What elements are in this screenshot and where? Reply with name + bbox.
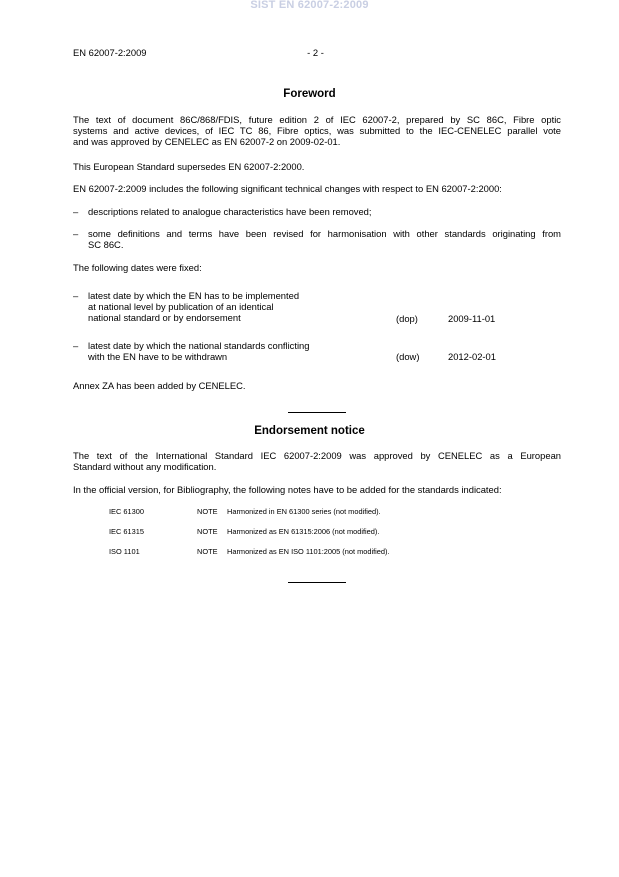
annex-note: Annex ZA has been added by CENELEC. xyxy=(73,380,246,391)
date-abbr-dow: (dow) xyxy=(396,351,420,362)
paragraph-line: The text of document 86C/868/FDIS, future edition 2 of IEC 62007-2, prepared by SC 86C, Fibre optic xyxy=(73,114,561,125)
date-value-dow: 2012-02-01 xyxy=(448,351,496,362)
note-text: Harmonized as EN 61315:2006 (not modified). xyxy=(227,527,380,536)
section-divider xyxy=(288,412,346,413)
endorsement-paragraph-2: In the official version, for Bibliography, the following notes have to be added for the standards indicated: xyxy=(73,484,502,495)
note-standard: IEC 61300 xyxy=(109,507,144,516)
note-label: NOTE xyxy=(197,527,218,536)
change-item-1: descriptions related to analogue characteristics have been removed; xyxy=(88,206,372,217)
dates-intro: The following dates were fixed: xyxy=(73,262,202,273)
foreword-paragraph-2: This European Standard supersedes EN 62007-2:2000. xyxy=(73,161,305,172)
list-item-line: SC 86C. xyxy=(88,239,124,250)
paragraph-line: Standard without any modification. xyxy=(73,461,217,472)
note-standard: ISO 1101 xyxy=(109,547,140,556)
section-divider xyxy=(288,582,346,583)
date-item-line: national standard or by endorsement xyxy=(88,312,241,323)
list-dash: – xyxy=(73,340,79,351)
foreword-paragraph-1 xyxy=(73,114,561,147)
date-item-line: at national level by publication of an identical xyxy=(88,301,274,312)
watermark: SIST EN 62007-2:2009 xyxy=(250,0,369,11)
date-item-dow xyxy=(88,340,388,362)
note-text: Harmonized in EN 61300 series (not modified). xyxy=(227,507,381,516)
list-dash: – xyxy=(73,228,79,239)
header-page-number: - 2 - xyxy=(307,47,324,58)
note-label: NOTE xyxy=(197,507,218,516)
paragraph-line: systems and active devices, of IEC TC 86, Fibre optics, was submitted to the IEC-CENELEC parallel vote xyxy=(73,125,561,136)
date-item-line: latest date by which the EN has to be implemented xyxy=(88,290,300,301)
date-item-line: latest date by which the national standards conflicting xyxy=(88,340,310,351)
note-standard: IEC 61315 xyxy=(109,527,144,536)
header-document-id: EN 62007-2:2009 xyxy=(73,47,147,58)
date-item-line: with the EN have to be withdrawn xyxy=(88,351,228,362)
note-text: Harmonized as EN ISO 1101:2005 (not modified). xyxy=(227,547,390,556)
paragraph-line: The text of the International Standard IEC 62007-2:2009 was approved by CENELEC as a European xyxy=(73,450,561,461)
list-dash: – xyxy=(73,290,79,301)
endorsement-paragraph-1 xyxy=(73,450,561,472)
date-item-dop xyxy=(88,290,388,323)
date-abbr-dop: (dop) xyxy=(396,313,418,324)
paragraph-line: and was approved by CENELEC as EN 62007-2 on 2009-02-01. xyxy=(73,136,341,147)
foreword-paragraph-3: EN 62007-2:2009 includes the following significant technical changes with respect to EN 62007-2:2000: xyxy=(73,183,502,194)
list-dash: – xyxy=(73,206,79,217)
change-item-2 xyxy=(88,228,561,250)
date-value-dop: 2009-11-01 xyxy=(448,313,496,324)
list-item-line: some definitions and terms have been revised for harmonisation with other standards originating from xyxy=(88,228,561,239)
endorsement-heading: Endorsement notice xyxy=(254,425,365,437)
foreword-heading: Foreword xyxy=(283,88,336,100)
note-label: NOTE xyxy=(197,547,218,556)
